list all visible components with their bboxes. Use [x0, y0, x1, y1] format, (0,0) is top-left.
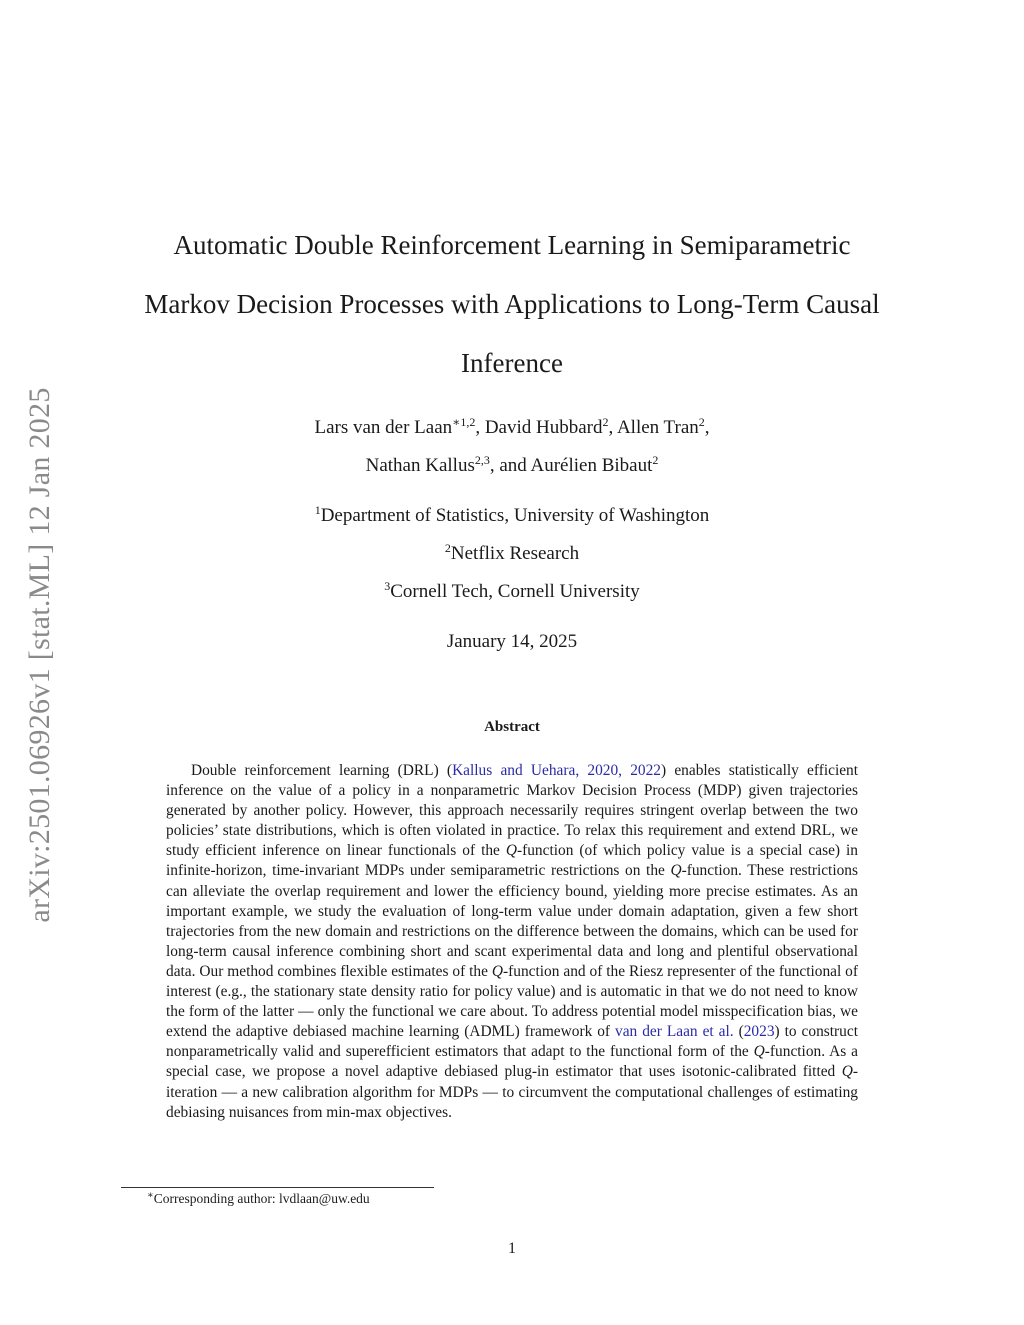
title-line-3: Inference: [461, 348, 563, 378]
citation-link-kallus-uehara[interactable]: Kallus and Uehara, 2020, 2022: [452, 762, 662, 779]
abstract-segment: Double reinforcement learning (DRL) (: [191, 762, 453, 779]
author-name: Aurélien Bibaut: [530, 455, 653, 476]
affiliation-2: [0, 543, 1024, 565]
citation-link-van-der-laan[interactable]: van der Laan et al.: [615, 1023, 734, 1041]
abstract-segment: (: [733, 1023, 744, 1041]
abstract-text: [166, 761, 858, 1123]
author-line-2: Nathan Kallus$^{2,3}$, and Aurélien Bibaut$^2$: [365, 453, 659, 476]
abstract-segment: -function and of the Riesz representer of the functional of interest (e.g., the stationary state density ratio for policy value) and is automatic in that we do not need to know the form of the latter — only the functional we care about. To address potential model misspecification bias, we extend the adaptive debiased machine learning (ADML) framework of: [166, 962, 859, 1041]
title-line-2: Markov Decision Processes with Applications to Long-Term Causal: [144, 289, 880, 319]
author-name: Allen Tran: [616, 417, 699, 438]
abstract-heading: Abstract: [484, 719, 540, 735]
footnote: [147, 1191, 370, 1207]
affiliation-name: Department of Statistics, University of Washington: [320, 505, 710, 526]
paper-date: January 14, 2025: [446, 631, 578, 652]
affiliation-1: [0, 505, 1024, 527]
author-line-1: Lars van der Laan$^{∗1,2}$, David Hubbard$^2$, Allen Tran$^2$,: [314, 415, 710, 438]
abstract-segment: ) enables statistically efficient inference on the value of a policy in a nonparametric Markov Decision Process (MDP) given trajectories generated by another policy. However, this approach necessarily requires stringent overlap between the two policies’ state distributions, which is often violated in practice. To relax this requirement and extend DRL, we study efficient inference on linear functionals of the: [166, 762, 859, 860]
author-name: David Hubbard: [484, 417, 603, 438]
author-affiliation-mark: 2: [652, 453, 659, 467]
footnote-text: Corresponding author: lvdlaan@uw.edu: [153, 1191, 370, 1206]
author-name: Nathan Kallus: [365, 455, 475, 476]
math-symbol-q: Q: [491, 962, 504, 980]
author-affiliation-mark: ∗1,2: [452, 415, 476, 429]
math-symbol-q: Q: [505, 842, 517, 860]
affiliation-3: [0, 581, 1024, 603]
abstract-segment: -function. As a special case, we propose a novel adaptive debiased plug-in estimator that uses isotonic-calibrated fitted: [166, 1043, 858, 1081]
citation-link-van-der-laan-year[interactable]: 2023: [743, 1023, 775, 1041]
paper-title: [100, 216, 924, 393]
author-name: Lars van der Laan: [314, 417, 453, 438]
math-symbol-q: Q: [753, 1043, 765, 1061]
affiliation-mark: 1: [314, 503, 321, 517]
footnote-mark: ∗: [147, 1190, 154, 1201]
author-affiliation-mark: 2,3: [474, 453, 490, 467]
footnote-divider: [121, 1187, 434, 1188]
affiliation-name: Cornell Tech, Cornell University: [390, 581, 640, 602]
affiliation-mark: 2: [444, 541, 451, 555]
author-affiliation-mark: 2: [698, 415, 705, 429]
title-line-1: Automatic Double Reinforcement Learning in Semiparametric: [173, 230, 851, 260]
arxiv-identifier[interactable]: arXiv:2501.06926v1 [stat.ML] 12 Jan 2025: [23, 387, 56, 923]
math-symbol-q: Q: [670, 862, 682, 880]
affiliation-mark: 3: [384, 579, 391, 593]
abstract-segment: -function (of which policy value is a special case) in infinite-horizon, time-invariant MDPs under semiparametric restrictions on the: [166, 842, 858, 880]
page-number: 1: [508, 1240, 516, 1257]
math-symbol-q: Q: [841, 1063, 853, 1081]
abstract-segment: ) to construct nonparametrically valid and superefficient estimators that adapt to the functional form of the: [166, 1023, 858, 1061]
author-affiliation-mark: 2: [602, 415, 609, 429]
affiliation-name: Netflix Research: [450, 543, 580, 564]
abstract-segment: -function. These restrictions can alleviate the overlap requirement and lower the efficiency bound, yielding more precise estimates. As an important example, we study the evaluation of long-term value under domain adaptation, given a few short trajectories from the new domain and restrictions on the difference between the domains, which can be used for long-term causal inference combining short and scant experimental data and long and plentiful observational data. Our method combines flexible estimates of the: [166, 862, 858, 980]
abstract-segment: -iteration — a new calibration algorithm for MDPs — to circumvent the computational challenges of estimating debiasing nuisances from min-max objectives.: [166, 1063, 858, 1121]
author-list: [0, 409, 1024, 485]
